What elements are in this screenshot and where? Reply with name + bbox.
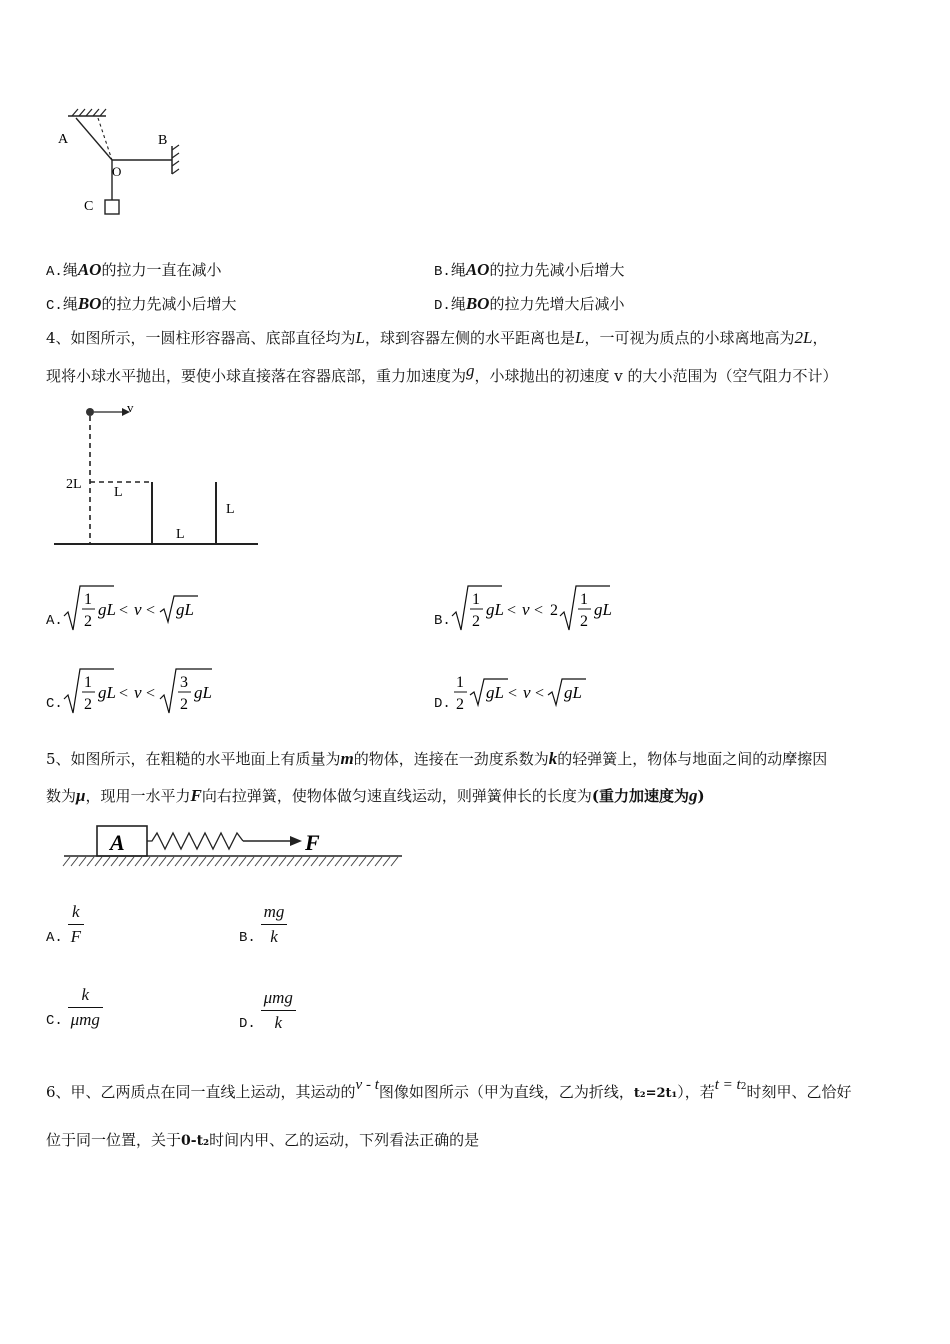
q5-figure [62,823,407,871]
svg-text:gL: gL [594,600,612,619]
force-arrow-head [290,836,302,846]
denominator: μmg [70,1010,100,1029]
q5-option-b[interactable]: B. $\frac{mg}{k}$ [239,902,287,948]
option-text: 绳 [450,261,466,279]
q5-option-a[interactable]: A. $\frac{k}{F}$ [46,902,84,948]
svg-text:gL: gL [564,683,582,702]
svg-text:<: < [119,685,129,702]
label-c: C [84,199,94,214]
denominator: F [70,927,81,946]
block-label: A [110,830,125,855]
svg-text:<: < [508,685,518,702]
q5-line-2: 数为μ，现用一水平力F向右拉弹簧，使物体做匀速直线运动，则弹簧伸长的长度为(重力加速度为g) [46,786,705,805]
var-l: L [355,328,366,347]
svg-text:gL: gL [98,683,116,702]
option-text: 的拉力一直在减小 [101,261,222,279]
q3-option-c[interactable] [46,294,236,316]
denominator: k [274,1013,283,1032]
q3-option-b[interactable] [434,260,624,282]
svg-text:<: < [534,602,544,619]
ball [86,408,94,416]
svg-text:1: 1 [84,674,92,691]
force-label: F [305,830,320,855]
svg-text:1: 1 [472,591,480,608]
svg-text:2: 2 [472,613,480,630]
q4-option-b-formula [450,582,620,634]
spring [147,833,243,849]
option-text: 绳 [450,295,466,313]
q4-option-a-formula [62,582,212,634]
svg-text:<: < [119,602,129,619]
svg-text:2: 2 [456,696,464,713]
svg-text:<: < [507,602,517,619]
q4-figure [50,398,265,550]
q4-line-1: 4、如图所示，一圆柱形容器高、底部直径均为L，球到容器左侧的水平距离也是L，一可视为质点的小球离地高为2L， [46,328,828,347]
svg-text:1: 1 [84,591,92,608]
q5-option-c[interactable]: C. $\frac{k}{\text{μmg}}$ [46,985,103,1031]
time-range: 0-t₂ [181,1133,210,1149]
q3-figure [50,108,200,220]
q4-option-d-letter[interactable]: D. [434,696,451,712]
rope-name: BO [77,294,102,313]
svg-text:v: v [522,600,530,619]
q5-line-1: 5、如图所示，在粗糙的水平地面上有质量为m的物体，连接在一劲度系数为k的轻弹簧上，物体与地面之间的动摩擦因 [46,749,828,768]
option-text: 绳 [62,261,78,279]
t-eq: t = t [714,1077,741,1093]
label-l-right: L [226,502,235,517]
svg-text:<: < [146,602,156,619]
svg-text:gL: gL [486,600,504,619]
svg-text:2: 2 [84,696,92,713]
svg-text:<: < [146,685,156,702]
svg-text:v: v [134,683,142,702]
option-text: 的拉力先增大后减小 [489,295,625,313]
denominator: k [270,927,278,946]
var-2l: 2L [794,328,813,347]
time-relation: t₂=2t₁ [633,1086,678,1101]
q3-option-a[interactable] [46,260,221,282]
svg-text:1: 1 [456,674,464,691]
svg-text:2: 2 [84,613,92,630]
svg-text:gL: gL [176,600,194,619]
svg-text:gL: gL [98,600,116,619]
label-l-top: L [114,485,123,500]
svg-text:2: 2 [550,602,558,619]
var-k: k [548,749,558,768]
numerator: mg [263,902,285,921]
svg-text:2: 2 [180,696,188,713]
option-letter: B. [434,264,451,280]
numerator: k [81,985,90,1004]
rope-name: AO [77,260,102,279]
option-text: 的拉力先减小后增大 [101,295,237,313]
var-m: m [340,749,354,768]
q4-option-d-formula [450,665,600,717]
svg-text:v: v [523,683,531,702]
label-b: B [158,133,168,148]
q6-line-2: 位于同一位置，关于0-t₂时间内甲、乙的运动，下列看法正确的是 [46,1131,480,1149]
rope-name: AO [465,260,490,279]
svg-text:3: 3 [180,674,188,691]
rope-dashed [98,118,112,160]
ground-hatch [63,857,398,866]
label-2l: 2L [66,477,82,492]
vt-label: v - t [355,1077,379,1093]
var-g: g [688,786,698,805]
option-text: 的拉力先减小后增大 [489,261,625,279]
svg-text:gL: gL [194,683,212,702]
option-text: 绳 [62,295,78,313]
option-letter: D. [434,298,451,314]
t-sub: 2 [740,1082,747,1092]
weight-c [105,200,119,214]
q4-line-2: 现将小球水平抛出，要使小球直接落在容器底部，重力加速度为g，小球抛出的初速度 v 的大小范围为（空气阻力不计） [46,361,838,385]
svg-text:gL: gL [486,683,504,702]
rope-name: BO [465,294,490,313]
numerator: k [72,902,80,921]
svg-text:v: v [134,600,142,619]
q4-option-c-letter[interactable]: C. [46,696,63,712]
q3-option-d[interactable] [434,294,624,316]
var-l: L [575,328,585,347]
option-letter: C. [46,298,63,314]
label-l-bottom: L [176,527,185,542]
svg-text:1: 1 [580,591,588,608]
var-f: F [190,786,202,805]
var-mu: μ [76,786,86,805]
q4-option-a-letter[interactable]: A. [46,613,63,629]
q4-option-c-formula [62,665,222,717]
rope-ao [76,118,112,160]
numerator: μmg [263,988,293,1007]
q4-option-b-letter[interactable]: B. [434,613,451,629]
ceiling-hatch [72,109,106,116]
q5-option-d[interactable]: D. $\frac{\text{μmg}}{k}$ [239,988,296,1034]
label-a: A [58,132,69,147]
label-o: O [112,164,122,179]
label-v: v [127,400,134,415]
q6-line-1: 6、甲、乙两质点在同一直线上运动，其运动的v - t图像如图所示（甲为直线，乙为折线，t₂=2t₁），若$t = t_2$时刻甲、乙恰好 [46,1077,852,1101]
var-g: g [466,361,475,380]
option-letter: A. [46,264,63,280]
svg-text:2: 2 [580,613,588,630]
svg-text:<: < [535,685,545,702]
wall-hatch [172,145,179,174]
